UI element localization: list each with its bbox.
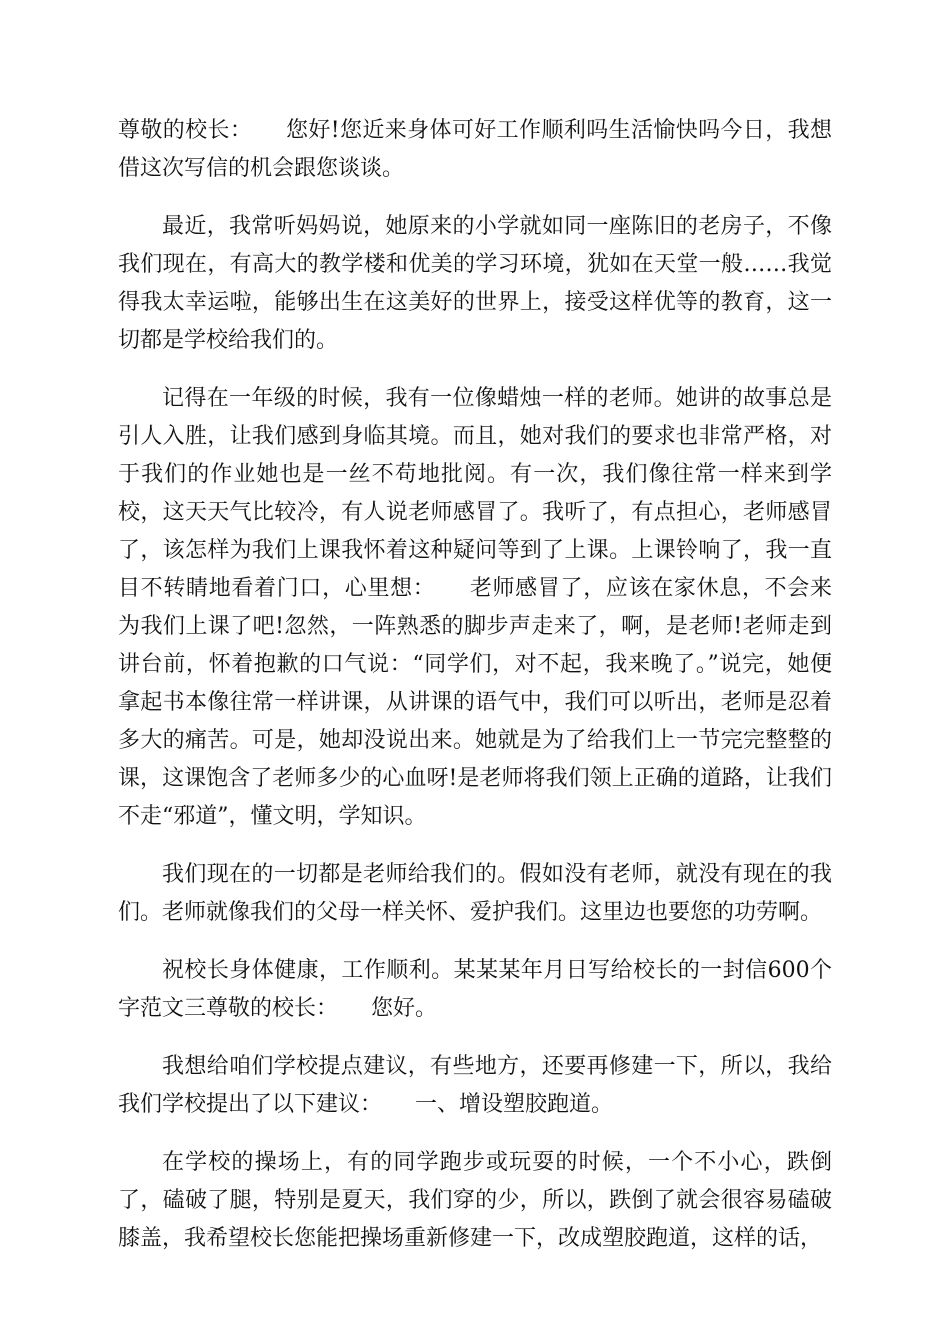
paragraph-greeting: 尊敬的校长： 您好!您近来身体可好工作顺利吗生活愉快吗今日，我想借这次写信的机会跟您谈谈。 (118, 118, 832, 181)
paragraph-suggestions: 我想给咱们学校提点建议，有些地方，还要再修建一下，所以，我给我们学校提出了以下建议： 一、增设塑胶跑道。 (118, 1054, 832, 1117)
letter-body (118, 112, 832, 1278)
paragraph-gratitude: 我们现在的一切都是老师给我们的。假如没有老师，就没有现在的我们。老师就像我们的父母一样关怀、爱护我们。这里边也要您的功劳啊。 (118, 862, 832, 925)
paragraph-recent: 最近，我常听妈妈说，她原来的小学就如同一座陈旧的老房子，不像我们现在，有高大的教学楼和优美的学习环境，犹如在天堂一般……我觉得我太幸运啦，能够出生在这美好的世界上，接受这样优等的教育，这一切都是学校给我们的。 (118, 214, 832, 353)
paragraph-teacher-story: 记得在一年级的时候，我有一位像蜡烛一样的老师。她讲的故事总是引人入胜，让我们感到身临其境。而且，她对我们的要求也非常严格，对于我们的作业她也是一丝不苟地批阅。有一次，我们像往常一样来到学校，这天天气比较冷，有人说老师感冒了。我听了，有点担心，老师感冒了，该怎样为我们上课我怀着这种疑问等到了上课。上课铃响了，我一直目不转睛地看着门口，心里想： 老师感冒了，应该在家休息，不会来为我们上课了吧!忽然，一阵熟悉的脚步声走来了，啊，是老师!老师走到讲台前，怀着抱歉的口气说：“同学们，对不起，我来晚了。”说完，她便拿起书本像往常一样讲课，从讲课的语气中，我们可以听出，老师是忍着多大的痛苦。可是，她却没说出来。她就是为了给我们上一节完完整整的课，这课饱含了老师多少的心血呀!是老师将我们领上正确的道路，让我们不走“邪道”，懂文明，学知识。 (118, 386, 832, 829)
paragraph-closing: 祝校长身体健康，工作顺利。某某某年月日写给校长的一封信600个字范文三尊敬的校长： 您好。 (118, 958, 832, 1021)
paragraph-playground: 在学校的操场上，有的同学跑步或玩耍的时候，一个不小心，跌倒了，磕破了腿，特别是夏天，我们穿的少，所以，跌倒了就会很容易磕破膝盖，我希望校长您能把操场重新修建一下，改成塑胶跑道，这样的话， (118, 1150, 832, 1251)
